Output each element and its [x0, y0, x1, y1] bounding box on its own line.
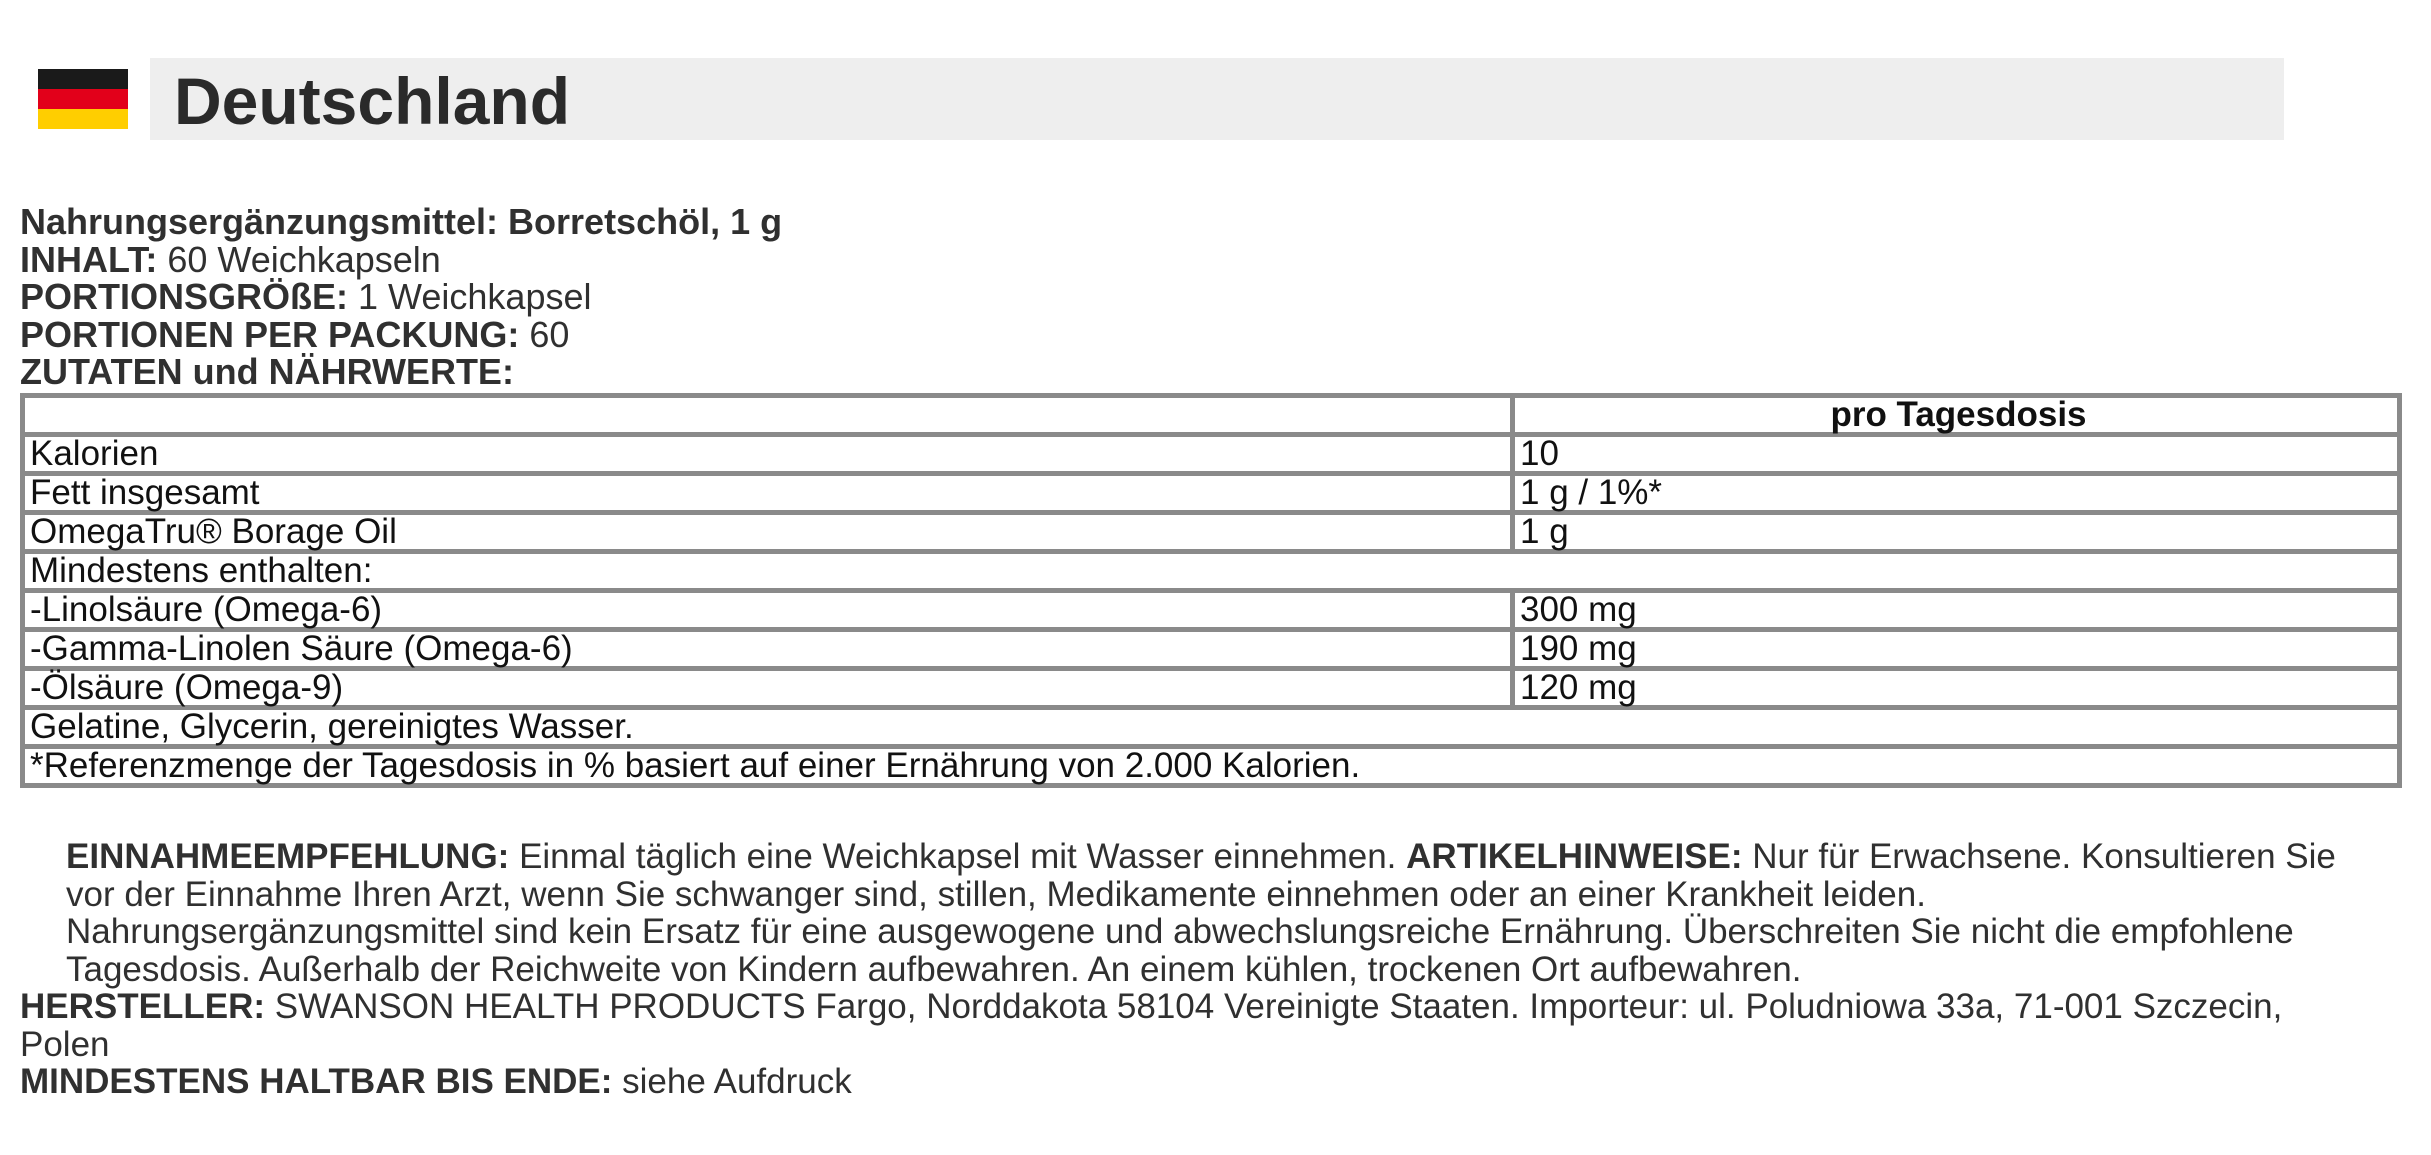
nutrition-table — [20, 393, 2402, 788]
nutrient-amount: 1 g — [1513, 513, 2400, 552]
flag-stripe-gold — [38, 109, 128, 129]
nutrient-amount: 190 mg — [1513, 630, 2400, 669]
table-header-row — [23, 396, 2400, 435]
country-banner — [150, 58, 2284, 140]
flag-stripe-black — [38, 69, 128, 89]
einnahme-label: EINNAHMEEMPFEHLUNG: — [66, 837, 510, 876]
portionsgroesse-line — [20, 278, 782, 316]
label-notes — [20, 838, 2350, 1101]
usage-and-warnings — [20, 838, 2350, 988]
nutrient-subheading: Mindestens enthalten: — [23, 552, 2400, 591]
product-info — [20, 203, 782, 391]
artikel-label: ARTIKELHINWEISE: — [1406, 837, 1743, 876]
product-title — [20, 203, 782, 241]
nutrient-amount: 10 — [1513, 435, 2400, 474]
table-row — [23, 552, 2400, 591]
table-footnote: *Referenzmenge der Tagesdosis in % basiert auf einer Ernährung von 2.000 Kalorien. — [23, 747, 2400, 786]
table-row — [23, 708, 2400, 747]
product-title-text: Nahrungsergänzungsmittel: Borretschöl, 1 g — [20, 201, 783, 242]
best-before — [20, 1063, 2350, 1101]
inhalt-label: INHALT: — [20, 238, 158, 280]
haltbar-text: siehe Aufdruck — [622, 1062, 852, 1101]
nutrient-amount: 300 mg — [1513, 591, 2400, 630]
inhalt-value: 60 Weichkapseln — [167, 238, 441, 280]
portionen-value: 60 — [529, 313, 570, 355]
nutrient-name: Kalorien — [23, 435, 1513, 474]
manufacturer — [20, 988, 2350, 1063]
nutrient-name: -Gamma-Linolen Säure (Omega-6) — [23, 630, 1513, 669]
hersteller-label: HERSTELLER: — [20, 987, 265, 1026]
inhalt-line — [20, 238, 782, 280]
portionen-label: PORTIONEN PER PACKUNG: — [20, 313, 520, 355]
nutrient-name: -Ölsäure (Omega-9) — [23, 669, 1513, 708]
nutrient-name: Fett insgesamt — [23, 474, 1513, 513]
flag-stripe-red — [38, 89, 128, 109]
haltbar-label: MINDESTENS HALTBAR BIS ENDE: — [20, 1062, 613, 1101]
table-row — [23, 630, 2400, 669]
table-header-cell-dose: pro Tagesdosis — [1513, 396, 2400, 435]
table-row — [23, 513, 2400, 552]
zutaten-line — [20, 353, 782, 391]
table-row — [23, 435, 2400, 474]
portionen-line — [20, 313, 782, 355]
nutrient-name: OmegaTru® Borage Oil — [23, 513, 1513, 552]
portionsgroesse-value: 1 Weichkapsel — [358, 276, 592, 317]
nutrient-amount: 1 g / 1%* — [1513, 474, 2400, 513]
table-row — [23, 474, 2400, 513]
portionsgroesse-label: PORTIONSGRÖßE: — [20, 276, 349, 317]
zutaten-label: ZUTATEN und NÄHRWERTE: — [20, 351, 514, 392]
nutrient-amount: 120 mg — [1513, 669, 2400, 708]
german-flag-icon — [38, 69, 128, 129]
hersteller-text: SWANSON HEALTH PRODUCTS Fargo, Norddakota 58104 Vereinigte Staaten. Importeur: ul. Poludniowa 33a, 71-001 Szczecin, Polen — [20, 987, 2283, 1064]
table-row — [23, 747, 2400, 786]
table-row — [23, 669, 2400, 708]
nutrient-name: -Linolsäure (Omega-6) — [23, 591, 1513, 630]
table-row — [23, 591, 2400, 630]
other-ingredients: Gelatine, Glycerin, gereinigtes Wasser. — [23, 708, 2400, 747]
country-title: Deutschland — [174, 64, 571, 138]
artikel-text: Nur für Erwachsene. Konsultieren Sie vor der Einnahme Ihren Arzt, wenn Sie schwanger sind, stillen, Medikamente einnehmen oder an einer Krankheit leiden. Nahrungsergänzungsmittel sind kein Ersatz für eine ausgewogene und abwechslungsreiche Ernährung. Überschreiten Sie nicht die empfohlene Tagesdosis. Außerhalb der Reichweite von Kindern aufbewahren. An einem kühlen, trockenen Ort aufbewahren. — [66, 837, 2336, 989]
table-header-cell-empty — [23, 396, 1513, 435]
einnahme-text: Einmal täglich eine Weichkapsel mit Wasser einnehmen. — [519, 837, 1397, 876]
